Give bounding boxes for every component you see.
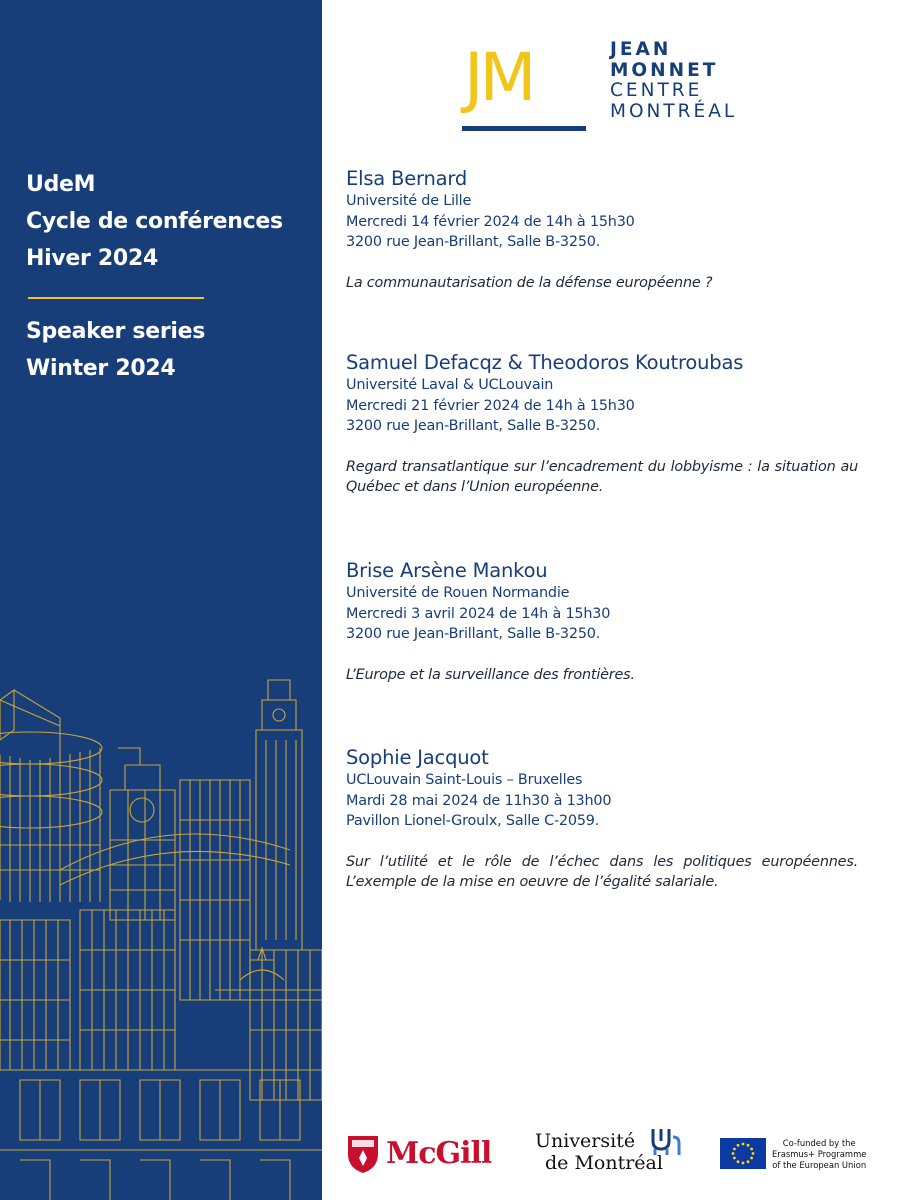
jm-monogram: JM [464,39,533,116]
sidebar-panel [0,0,322,1200]
logo-word: CENTRE [610,80,703,101]
event-talk-title: Regard transatlantique sur l’encadrement du lobbyisme : la situation au Québec et dans l’Union européenne. [346,458,858,495]
title-divider [28,297,204,299]
event-speaker: Elsa Bernard [346,167,468,190]
parliament-building-icon [0,690,102,902]
event-datetime: Mardi 28 mai 2024 de 11h30 à 13h00 [346,792,612,809]
jean-monnet-logo [462,38,752,138]
udem-logo [535,1130,695,1186]
domed-building-icon [180,948,322,1000]
eu-funding-text [772,1138,866,1171]
event-datetime: Mercredi 3 avril 2024 de 14h à 15h30 [346,605,611,622]
eu-erasmus-logo [720,1138,890,1174]
udem-wordmark [535,1130,663,1174]
event-affiliation: UCLouvain Saint-Louis – Bruxelles [346,772,583,788]
series-title-line: UdeM [26,172,96,197]
series-title-line: Winter 2024 [26,356,176,381]
series-title-fr [26,166,283,277]
eu-text-line: Co-funded by the [782,1138,856,1148]
event-item [346,746,858,893]
event-location: 3200 rue Jean-Brillant, Salle B-3250. [346,234,601,250]
event-item [346,559,858,685]
event-talk-title: Sur l’utilité et le rôle de l’échec dans les politiques européennes. L’exemple de la mise en oeuvre de l’égalité salariale. [346,853,858,890]
series-title-line: Speaker series [26,319,206,344]
event-location: 3200 rue Jean-Brillant, Salle B-3250. [346,418,601,434]
event-item [346,351,858,498]
partner-logos [0,1120,899,1190]
event-affiliation: Université Laval & UCLouvain [346,377,554,393]
logo-wordmark [610,40,737,122]
udem-word: de Montréal [545,1152,663,1174]
building-icon [180,780,250,1000]
udem-mark-icon [649,1127,683,1157]
event-location: Pavillon Lionel-Groulx, Salle C-2059. [346,813,600,829]
event-datetime: Mercredi 21 février 2024 de 14h à 15h30 [346,397,635,414]
event-affiliation: Université de Lille [346,193,472,209]
logo-word: MONTRÉAL [610,100,738,122]
event-datetime: Mercredi 14 février 2024 de 14h à 15h30 [346,213,635,230]
building-icon [0,920,70,1070]
eu-text-line: Erasmus+ Programme [772,1149,867,1159]
building-icon [250,950,322,1100]
mcgill-shield-icon [346,1134,380,1174]
event-speaker: Samuel Defacqz & Theodoros Koutroubas [346,351,744,374]
eu-text-line: of the European Union [772,1160,867,1170]
event-affiliation: Université de Rouen Normandie [346,585,570,601]
series-title-line: Hiver 2024 [26,246,158,271]
series-title-line: Cycle de conférences [26,209,283,234]
mcgill-wordmark: McGill [386,1136,492,1171]
logo-word: MONNET [610,59,719,81]
event-speaker: Sophie Jacquot [346,746,489,769]
building-icon [80,910,175,1070]
udem-word: Université [535,1130,636,1152]
event-item [346,167,858,293]
event-talk-title: La communautarisation de la défense européenne ? [346,274,713,291]
tower-icon [256,680,302,950]
eu-flag-icon [720,1138,766,1169]
event-speaker: Brise Arsène Mankou [346,559,548,582]
event-location: 3200 rue Jean-Brillant, Salle B-3250. [346,626,601,642]
jm-underline [462,126,586,131]
logo-word: JEAN [610,39,672,60]
series-title-en [26,313,205,387]
eu-tower-icon [110,748,175,920]
event-talk-title: L’Europe et la surveillance des frontières. [346,666,635,683]
